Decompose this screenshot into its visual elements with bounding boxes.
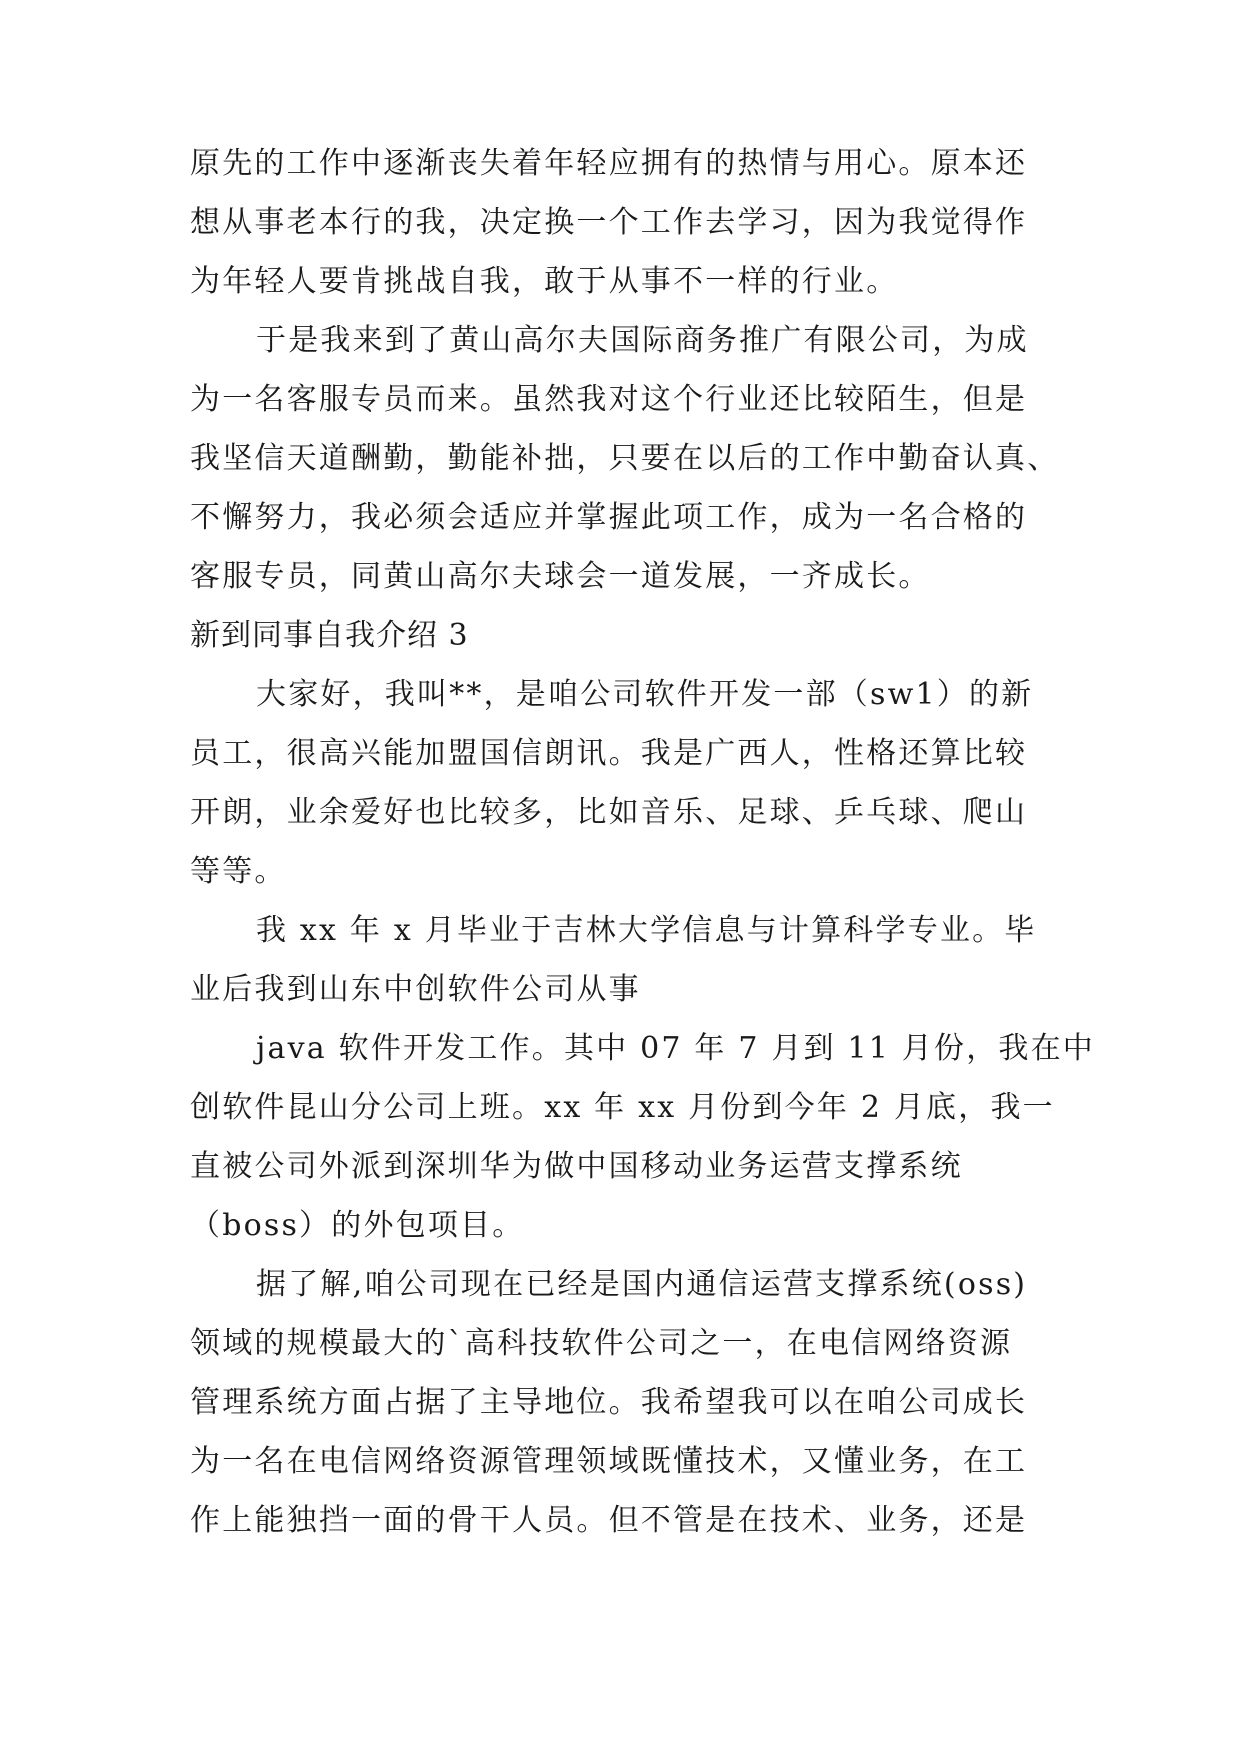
- text-line: 为一名在电信网络资源管理领域既懂技术，又懂业务，在工: [190, 1444, 1028, 1479]
- text-line: 想从事老本行的我，决定换一个工作去学习，因为我觉得作: [190, 205, 1028, 240]
- text-line: 业后我到山东中创软件公司从事: [190, 972, 641, 1007]
- text-line: 客服专员，同黄山高尔夫球会一道发展，一齐成长。: [190, 559, 931, 594]
- text-line: 不懈努力，我必须会适应并掌握此项工作，成为一名合格的: [190, 500, 1028, 535]
- text-line: （boss）的外包项目。: [190, 1208, 525, 1243]
- text-line: 于是我来到了黄山高尔夫国际商务推广有限公司，为成: [256, 323, 1029, 358]
- text-line: 为一名客服专员而来。虽然我对这个行业还比较陌生，但是: [190, 382, 1028, 417]
- text-line: 开朗，业余爱好也比较多，比如音乐、足球、乒乓球、爬山: [190, 795, 1028, 830]
- text-line: 直被公司外派到深圳华为做中国移动业务运营支撑系统: [190, 1149, 963, 1184]
- text-line: 我坚信天道酬勤，勤能补拙，只要在以后的工作中勤奋认真、: [190, 441, 1060, 476]
- text-line: java 软件开发工作。其中 07 年 7 月到 11 月份，我在中: [256, 1031, 1096, 1066]
- text-line: 领域的规模最大的`高科技软件公司之一，在电信网络资源: [190, 1326, 1013, 1361]
- text-line: 等等。: [190, 854, 287, 889]
- text-line: 创软件昆山分公司上班。xx 年 xx 月份到今年 2 月底，我一: [190, 1090, 1055, 1125]
- text-line: 原先的工作中逐渐丧失着年轻应拥有的热情与用心。原本还: [190, 146, 1028, 181]
- text-line: 大家好，我叫**，是咱公司软件开发一部（sw1）的新: [256, 677, 1034, 712]
- document-body: [190, 134, 1096, 1550]
- section-heading: 新到同事自我介绍 3: [190, 618, 469, 653]
- text-line: 员工，很高兴能加盟国信朗讯。我是广西人，性格还算比较: [190, 736, 1028, 771]
- text-line: 为年轻人要肯挑战自我，敢于从事不一样的行业。: [190, 264, 899, 299]
- text-line: 据了解,咱公司现在已经是国内通信运营支撑系统(oss): [256, 1267, 1028, 1302]
- text-line: 作上能独挡一面的骨干人员。但不管是在技术、业务，还是: [190, 1503, 1028, 1538]
- text-line: 我 xx 年 x 月毕业于吉林大学信息与计算科学专业。毕: [256, 913, 1037, 948]
- text-line: 管理系统方面占据了主导地位。我希望我可以在咱公司成长: [190, 1385, 1028, 1420]
